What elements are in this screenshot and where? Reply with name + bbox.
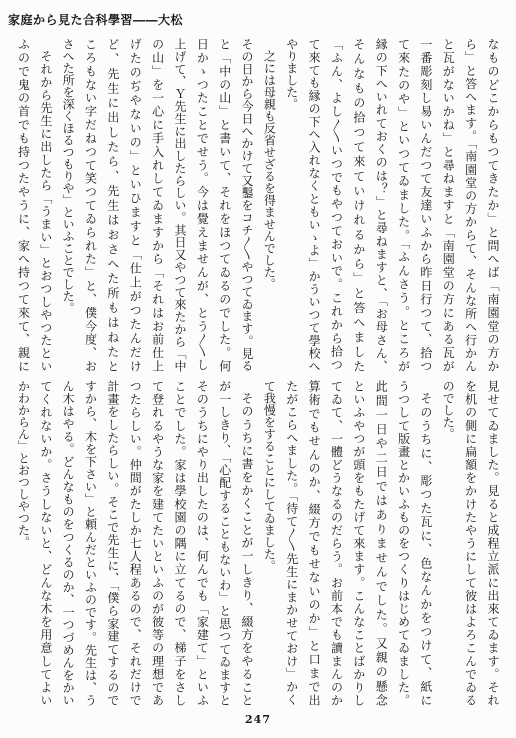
text-column: 計畫をしたらしい。そこで先生に、「僕ら家建てするので: [105, 380, 120, 706]
text-column: 算術でもせんのか、綴方でもせないのか」と口まで出: [307, 380, 322, 706]
text-column: 縁の下へいれておくのは？」と尋ねますと、「お母さん、: [374, 38, 389, 372]
text-column: の山」を一心に手入れしてゐますから「それはお前仕上: [150, 38, 165, 372]
text-column: 上げて、Ｙ先生に出したらしい。其日又やつて來たから「中: [172, 38, 187, 372]
lower-text-tier: [12, 380, 504, 706]
text-column: を机の側に扁額をかけたやうにして彼はよろこんでゐる: [463, 380, 478, 706]
text-column: 之には母親も反省せざるを得ませんでした。: [262, 50, 277, 290]
text-column: のでした。: [441, 380, 456, 440]
text-column: すから、木を下さい」と頼んだといふのです。先生は、う: [83, 380, 98, 706]
text-column: なものどこからもつてきたか」と問へば「南園堂の方か: [486, 38, 500, 372]
text-column: て來たのや」といつてゐました。「ふんさう。ところが: [396, 38, 411, 372]
text-column: て我慢をすることにしてゐました。: [262, 380, 277, 572]
text-column: その日から今日へかけて又鑿をコチ〳〵やつてゐます。見る: [240, 38, 255, 372]
upper-text-tier: [12, 38, 504, 372]
text-column: てくれないか。さうしないと、どんな木を用意してよい: [38, 380, 53, 706]
page-number: 247: [245, 713, 271, 726]
running-header: 家庭から見た合科學習――大松: [8, 13, 184, 27]
text-column: ど、先生に出したら、先生はおさへた所もはねたと: [105, 38, 120, 372]
text-column: と瓦がないかね」と尋ねますと「南園堂の方にある瓦が: [441, 38, 456, 372]
text-column: ころもない字だねつて笑つてゐられた」と、僕今度、お: [83, 38, 98, 372]
text-column: てゐて、一體どうなるのだらう。お前本でも讀まんのか: [329, 380, 344, 706]
text-column: さへた所を深くほるつもりや」といふことでした。: [61, 38, 76, 314]
text-column: たがこらへました。「待て〳〵先生にまかせておけ」かく: [284, 380, 299, 706]
text-column: そのうちにやり出したのは、何んでも「家建て」といふ: [195, 380, 210, 706]
text-column: 見せてゐました。見ると成程立派に出來てゐます。それ: [486, 380, 500, 706]
text-column: そのうちに、彫つた瓦に、色なんかをつけて、紙に: [418, 392, 433, 706]
text-column: 日かゝつたことでせう。今は覺えませんが、とう〳〵し: [195, 38, 210, 372]
text-column: つたらしい。仲間がたしか七人程あるので、それだけで: [128, 380, 143, 706]
text-column: かわからん」とおつしやつた。: [16, 380, 31, 548]
text-column: ん木はやる。どんなものをつくるのか、一つづめんをかい: [61, 380, 76, 706]
text-column: ら」と答へます。「南園堂の方からて、そんな所へ行かん: [463, 38, 478, 372]
text-column: そのうちに書をかくことが一しきり、綴方をやること: [240, 392, 255, 706]
text-column: が一しきり、「心配することもないわ」と思つてゐますと: [217, 380, 232, 706]
text-column: といふやつが頭をもたげて來ます。こんなことばかりし: [351, 380, 366, 706]
text-column: げたのぢやないの」といひますと「仕上がつたんだけ: [128, 38, 143, 372]
text-column: それから先生に出したら「うまい」とおつしやつたとい: [38, 50, 53, 372]
text-column: ふので鬼の首でも持つたやうに、家へ持つて來て、親に: [16, 38, 31, 372]
text-column: て來ても縁の下へ入れなくともいゝよ」かういつて學校へ: [307, 38, 322, 372]
text-column: と「中の山」と書いて、それをほつてゐるのでした。何: [217, 38, 232, 372]
text-column: ことでした。家は學校園の隅に立てるので、梯子をさし: [172, 380, 187, 706]
text-column: 一番彫刻し易いんだつて友達いふから昨日行つて、拾つ: [418, 38, 433, 372]
text-column: 「ふん、よし〳〵いつでもやつておいで。これから拾つ: [329, 38, 344, 372]
text-column: そんなもの拾つて來ていけれるから」と答へました: [351, 38, 366, 372]
text-column: やりました。: [284, 38, 299, 110]
text-column: て登れるやうな家を建てたいといふのが彼等の理想であ: [150, 380, 165, 706]
text-column: 此間一日や二日ではありませんでした。又親の懸念: [374, 380, 389, 706]
text-column: うつして版畫とかいふものをつくりはじめてゐました。: [396, 380, 411, 706]
